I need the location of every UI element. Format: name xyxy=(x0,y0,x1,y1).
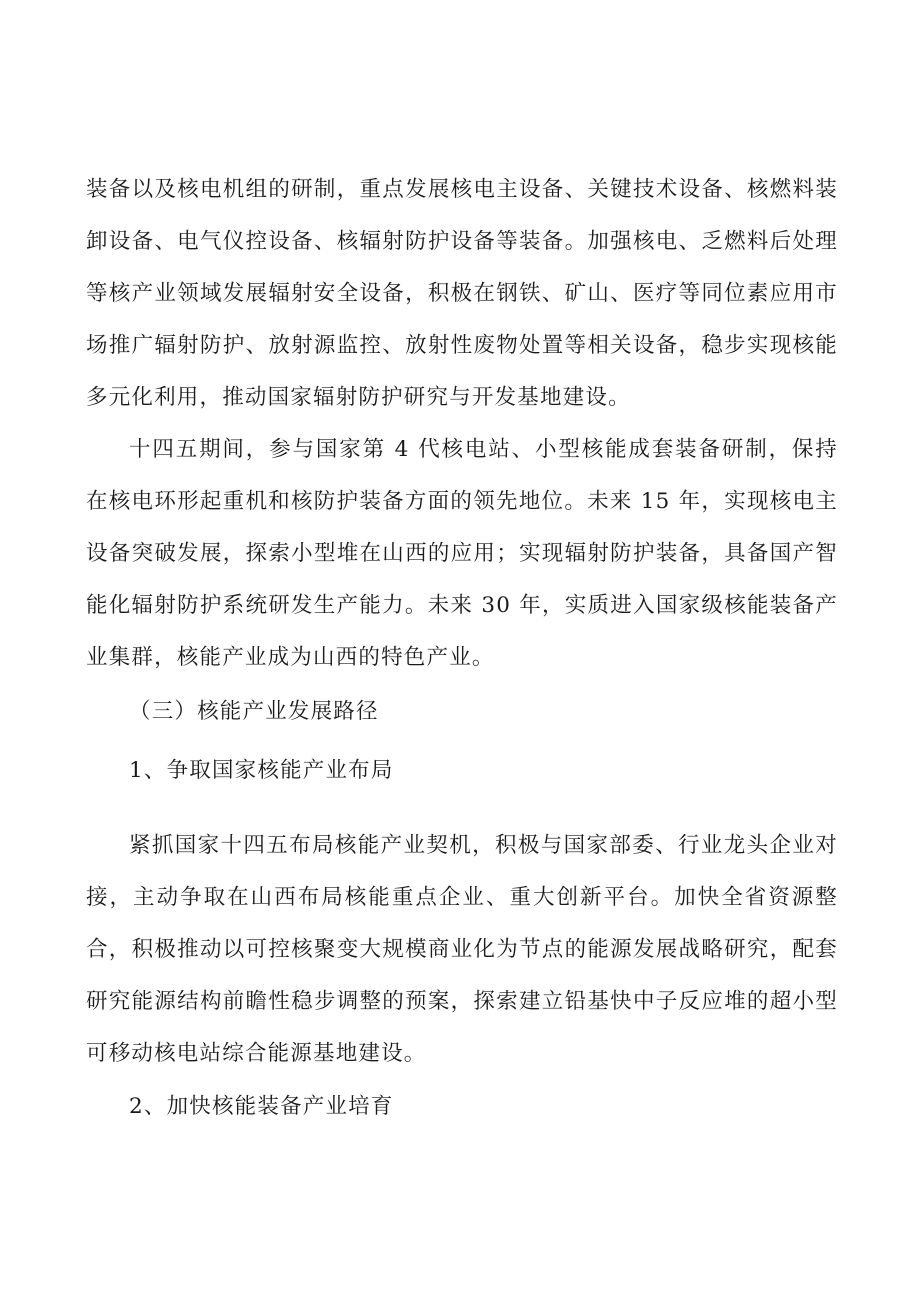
subheading-national-layout: 1、争取国家核能产业布局 xyxy=(129,758,394,783)
section-heading-development-path: （三）核能产业发展路径 xyxy=(129,699,379,724)
paragraph-five-year-plan: 十四五期间，参与国家第 4 代核电站、小型核能成套装备研制，保持在核电环形起重机和核防护装备方面的领先地位。未来 15 年，实现核电主设备突破发展，探索小型堆在山西的应用；实现辐射防护装备，具备国产智能化辐射防护系统研发生产能力。未来 30 年，实质进入国家级核能装备产业集群，核能产业成为山西的特色产业。 xyxy=(86,437,838,670)
subheading-equipment-cultivation: 2、加快核能装备产业培育 xyxy=(129,1094,394,1119)
paragraph-national-layout: 紧抓国家十四五布局核能产业契机，积极与国家部委、行业龙头企业对接，主动争取在山西布局核能重点企业、重大创新平台。加快全省资源整合，积极推动以可控核聚变大规模商业化为节点的能源发展战略研究，配套研究能源结构前瞻性稳步调整的预案，探索建立铅基快中子反应堆的超小型可移动核电站综合能源基地建设。 xyxy=(86,833,838,1066)
paragraph-nuclear-equipment: 装备以及核电机组的研制，重点发展核电主设备、关键技术设备、核燃料装卸设备、电气仪控设备、核辐射防护设备等装备。加强核电、乏燃料后处理等核产业领域发展辐射安全设备，积极在钢铁、矿山、医疗等同位素应用市场推广辐射防护、放射源监控、放射性废物处置等相关设备，稳步实现核能多元化利用，推动国家辐射防护研究与开发基地建设。 xyxy=(86,177,838,410)
